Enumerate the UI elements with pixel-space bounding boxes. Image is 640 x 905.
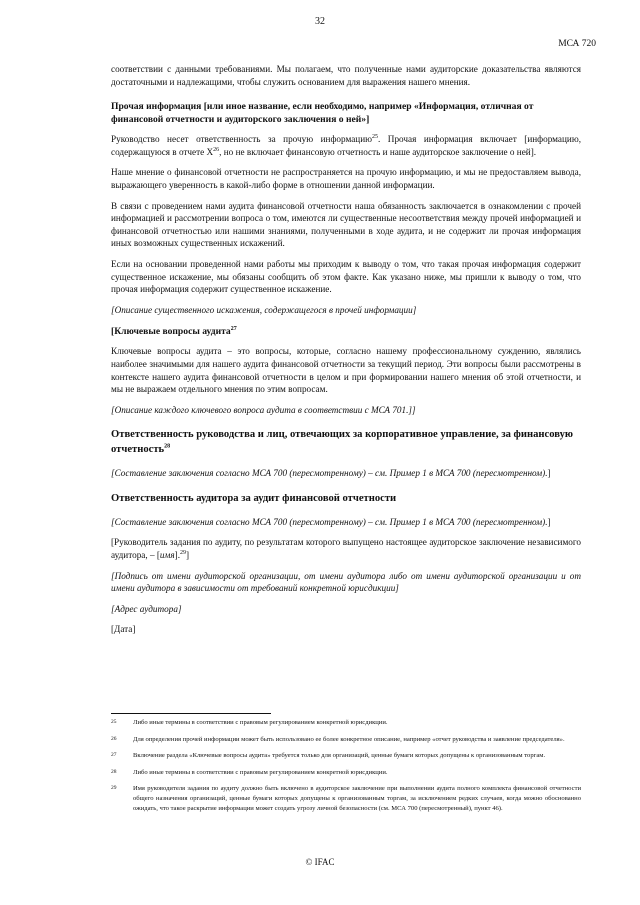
footnote xyxy=(111,768,581,778)
copyright-footer: © IFAC xyxy=(305,857,335,867)
management-text-c: , но не включает финансовую отчетность и наше аудиторское заключение о ней]. xyxy=(219,146,537,157)
mgmt-resp-heading-text: Ответственность руководства и лиц, отвечающих за корпоративное управление, за финансовую отчетность xyxy=(111,429,573,456)
footnote-ref-25[interactable]: 25 xyxy=(372,134,378,141)
conclusion-paragraph: Если на основании проведенной нами работы мы приходим к выводу о том, что такая прочая информация содержит существенное искажение, мы обязаны сообщить об этом факте. Как указано ниже, мы пришли к выводу о том, что прочая информация содержит существенное искажение. xyxy=(111,258,581,295)
date-placeholder: [Дата] xyxy=(111,624,136,635)
auditor-responsibility-heading: Ответственность аудитора за аудит финансовой отчетности xyxy=(111,492,397,504)
footnote xyxy=(111,784,581,813)
footnote-number: 25 xyxy=(111,719,117,725)
management-responsibility-paragraph xyxy=(111,133,581,158)
footnote-number: 29 xyxy=(111,785,117,792)
kam-description: [Описание каждого ключевого вопроса аудита в соответствии с МСА 701.]] xyxy=(111,404,416,415)
footnote-divider xyxy=(111,713,271,714)
misstatement-description: [Описание существенного искажения, содержащегося в прочей информации] xyxy=(111,304,417,315)
footnotes xyxy=(111,718,581,820)
footnote-text: Либо иные термины в соответствии с правовым регулированием конкретной юрисдикции. xyxy=(133,719,388,726)
kam-heading-text: [Ключевые вопросы аудита xyxy=(111,326,231,338)
auditor-duty-paragraph: В связи с проведением нами аудита финансовой отчетности наша обязанность заключается в ознакомлении с прочей информацией и рассмотрении вопроса о том, имеются ли существенные несоответствия между прочей информацией и финансовой отчетностью или нашими знаниями, полученными в ходе аудита, и не содержит ли прочая информация иных возможных существенных искажений. xyxy=(111,200,581,249)
engagement-text-a: [Руководитель задания по аудиту, по результатам которого выпущено настоящее аудиторское заключение независимого аудитора, – [ xyxy=(111,537,581,561)
key-audit-matters-paragraph: Ключевые вопросы аудита – это вопросы, которые, согласно нашему профессиональному суждению, являлись наиболее значимыми для нашего аудита финансовой отчетности за текущий период. Эти вопросы были рассмотрены в контексте нашего аудита финансовой отчетности в целом и при формировании нашего мнения об этой отчетности, и мы не выражаем отдельного мнения по этим вопросам. xyxy=(111,346,581,395)
page-number: 32 xyxy=(315,16,325,27)
footnote-number: 26 xyxy=(111,735,117,742)
engagement-text-c: ] xyxy=(186,550,190,561)
engagement-partner-paragraph xyxy=(111,536,581,561)
footnote-text: Для определения прочей информации может быть использовано ее более конкретное описание, например «отчет руководства и заявление председателя». xyxy=(133,735,565,743)
footnote-text: Имя руководителя задания по аудиту должно быть включено в аудиторское заключение при выполнении аудита полного комплекта финансовой отчетности общего назначения организаций, ценные бумаги которых допущены к организованным торгам, за исключением редких случаев, когда можно обоснованно ожидать, что такое раскрытие информации может создать угрозу личной безопасности (см. МСА 700 (пересмотренный), пункт 46). xyxy=(133,785,581,812)
auditor-responsibility-instruction xyxy=(111,516,581,529)
footnote-number: 28 xyxy=(111,768,117,775)
management-text-b: . Прочая информация включает [информацию, содержащуюся в отчете X xyxy=(111,134,581,157)
footnote xyxy=(111,735,581,745)
mgmt-resp-instruction-text: [Составление заключения согласно МСА 700 (пересмотренному) – см. Пример 1 в МСА 700 (пересмотренном). xyxy=(111,468,548,479)
other-information-heading: Прочая информация [или иное название, если необходимо, например «Информация, отличная от финансовой отчетности и аудиторского заключения о ней»] xyxy=(111,101,534,126)
footnote-text: Либо иные термины в соответствии с правовым регулированием конкретной юрисдикции. xyxy=(133,768,388,776)
signature-placeholder: [Подпись от имени аудиторской организации, от имени аудитора либо от имени аудиторской организации и от имени аудитора в зависимости от требований конкретной юрисдикции] xyxy=(111,570,581,594)
engagement-text-b: ]. xyxy=(174,550,181,561)
footnote xyxy=(111,751,581,761)
opinion-scope-paragraph: Наше мнение о финансовой отчетности не распространяется на прочую информацию, и мы не предоставляем вывода, выражающего уверенность в какой-либо форме в отношении данной информации. xyxy=(111,167,581,190)
engagement-name-placeholder: имя xyxy=(159,550,175,561)
mgmt-resp-instruction-close: ] xyxy=(547,468,551,479)
auditor-resp-instruction-text: [Составление заключения согласно МСА 700 (пересмотренному) – см. Пример 1 в МСА 700 (пересмотренном). xyxy=(111,516,548,527)
footnote-ref-29[interactable]: 29 xyxy=(180,550,187,556)
footnote-ref-28[interactable]: 28 xyxy=(164,443,171,450)
management-responsibility-instruction xyxy=(111,467,581,480)
footnote-ref-26[interactable]: 26 xyxy=(213,146,220,153)
footnote xyxy=(111,718,581,728)
footnote-number: 27 xyxy=(111,752,117,759)
document-code: МСА 720 xyxy=(558,39,596,49)
key-audit-matters-heading xyxy=(111,325,581,338)
main-text xyxy=(111,63,581,644)
management-responsibility-heading xyxy=(111,427,581,457)
management-text-a: Руководство несет ответственность за прочую информацию xyxy=(111,134,372,145)
auditor-address-placeholder: [Адрес аудитора] xyxy=(111,603,182,614)
footnote-ref-27[interactable]: 27 xyxy=(230,326,237,333)
auditor-resp-instruction-close: ] xyxy=(547,516,551,527)
footnote-text: Включение раздела «Ключевые вопросы аудита» требуется только для организаций, ценные бумаги которых допущены к организованным торгам. xyxy=(133,752,546,760)
intro-paragraph: соответствии с данными требованиями. Мы полагаем, что полученные нами аудиторские доказательства являются достаточными и надлежащими, чтобы служить основанием для выражения нашего мнения. xyxy=(111,64,581,87)
